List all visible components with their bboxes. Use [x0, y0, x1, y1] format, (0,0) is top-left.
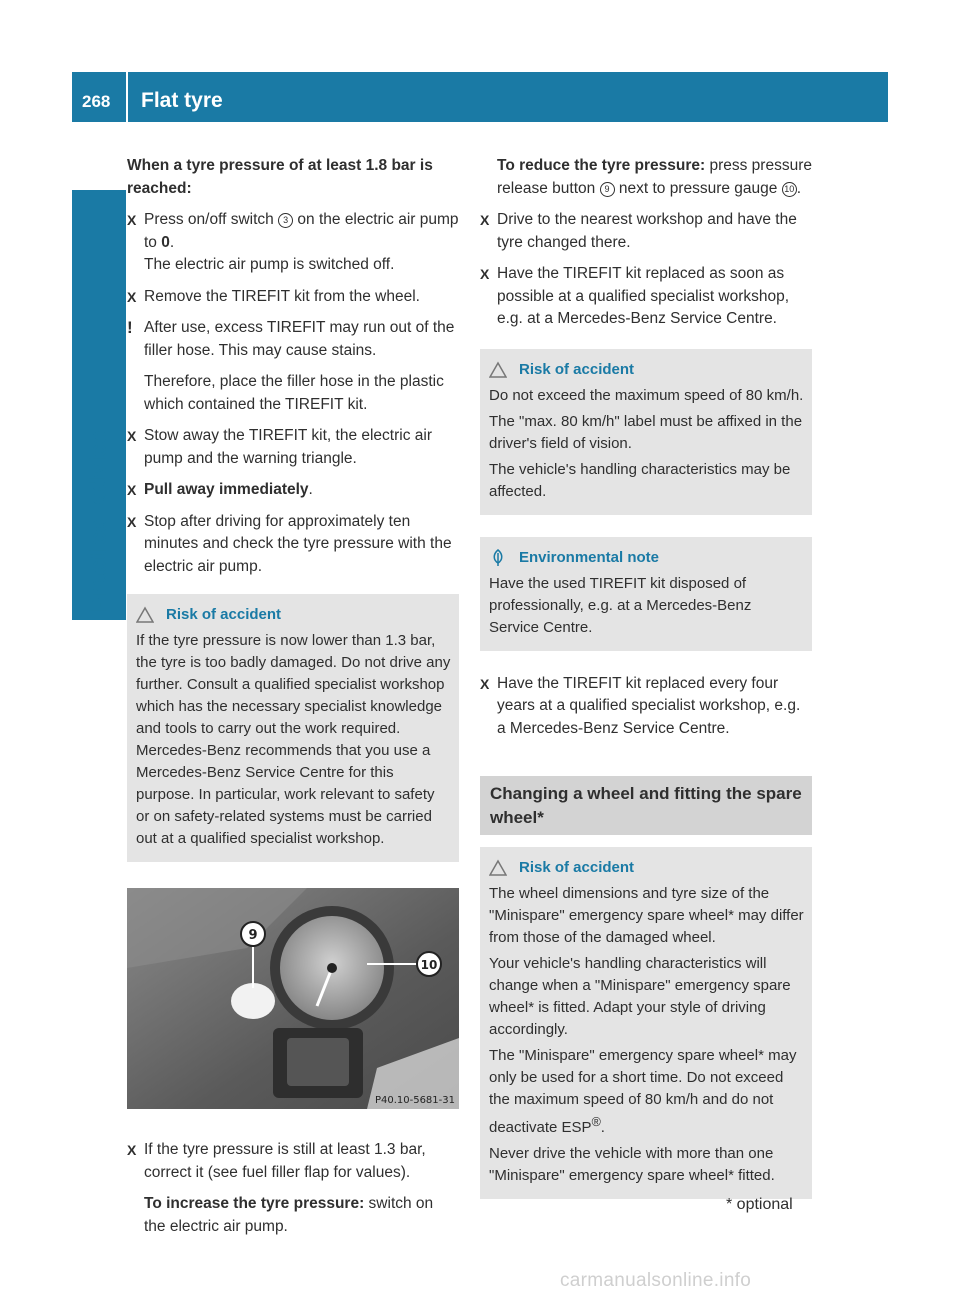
step-text: Pull away immediately — [144, 481, 309, 498]
warning-triangle-icon — [489, 361, 507, 379]
environment-note-title: Environmental note — [519, 548, 660, 566]
step-result: The electric air pump is switched off. — [144, 256, 395, 273]
step-arrow-icon: X — [127, 1142, 137, 1158]
section-heading: Changing a wheel and fitting the spare wheel* — [480, 776, 812, 835]
instruction-step — [127, 1139, 459, 1184]
pump-illustration — [127, 888, 459, 1109]
step-text: on the electric air pump to — [144, 211, 459, 251]
instruction-label: To reduce the tyre pressure: — [497, 157, 706, 174]
warning-box — [480, 349, 812, 515]
right-column — [480, 155, 812, 1217]
leaf-icon — [489, 549, 507, 567]
page-title: Flat tyre — [141, 89, 223, 112]
instruction-step — [127, 286, 459, 309]
environment-note-text: Have the used TIREFIT kit disposed of professionally, e.g. at a Mercedes-Benz Service Centre. — [489, 574, 752, 636]
environment-note-box — [480, 537, 812, 651]
step-text: Stop after driving for approximately ten minutes and check the tyre pressure with the electric air pump. — [144, 512, 452, 575]
figure-code: P40.10-5681-31 — [374, 1095, 455, 1106]
instruction-text: next to pressure gauge — [614, 179, 782, 197]
switch-position: 0 — [161, 233, 170, 251]
warning-text: The "max. 80 km/h" label must be affixed in the driver's field of vision. — [489, 412, 803, 452]
step-arrow-icon: X — [480, 266, 490, 282]
warning-title: Risk of accident — [519, 859, 635, 876]
page-number: 268 — [82, 92, 111, 111]
step-arrow-icon: X — [480, 212, 490, 228]
step-arrow-icon: X — [127, 288, 137, 305]
step-arrow-icon: X — [480, 675, 490, 692]
step-text: Stow away the TIREFIT kit, the electric air pump and the warning triangle. — [144, 427, 432, 467]
exclamation-icon: ! — [127, 318, 133, 337]
callout-9: 9 — [248, 928, 258, 943]
caution-note — [127, 317, 459, 416]
instruction-step — [480, 673, 812, 741]
warning-text — [489, 1045, 804, 1139]
callout-10: 10 — [420, 958, 438, 972]
step-text: Remove the TIREFIT kit from the wheel. — [144, 287, 420, 305]
left-column — [127, 155, 459, 1247]
note-text: After use, excess TIREFIT may run out of the filler hose. This may cause stains. — [144, 319, 455, 359]
watermark: carmanualsonline.info — [560, 1270, 752, 1291]
warning-text: Your vehicle's handling characteristics will change when a "Minispare" emergency spare wheel* is fitted. Adapt your style of driving accordingly. — [489, 955, 791, 1038]
instruction-step — [127, 209, 459, 277]
step-text: If the tyre pressure is still at least 1.3 bar, correct it (see fuel filler flap for values). — [144, 1141, 426, 1181]
pump-gauge-figure — [127, 888, 459, 1109]
callout-9: 9 — [600, 182, 615, 197]
warning-text: The vehicle's handling characteristics may be affected. — [489, 460, 791, 500]
callout-10: 10 — [782, 182, 797, 197]
warning-text: The wheel dimensions and tyre size of the "Minispare" emergency spare wheel* may differ from those of the damaged wheel. — [489, 885, 804, 946]
instruction-step — [127, 425, 459, 470]
warning-text: Never drive the vehicle with more than one "Minispare" emergency spare wheel* fitted. — [489, 1145, 775, 1184]
step-text: Have the TIREFIT kit replaced as soon as possible at a qualified specialist workshop, e.g. at a Mercedes-Benz Service Centre. — [497, 265, 790, 327]
step-text: . — [169, 233, 175, 251]
instruction-text: switch on the electric air pump. — [144, 1195, 434, 1235]
step-arrow-icon: X — [127, 513, 137, 530]
note-text: Therefore, place the filler hose in the plastic which contained the TIREFIT kit. — [144, 373, 444, 413]
instruction-step — [127, 511, 459, 579]
warning-text-part: The "Minispare" emergency spare wheel* may only be used for a short time. Do not exceed the maximum speed of 80 km/h and do not deactivate ESP — [489, 1047, 797, 1136]
step-arrow-icon: X — [127, 212, 137, 228]
warning-title: Risk of accident — [519, 360, 635, 378]
increase-instruction — [127, 1193, 459, 1238]
instruction-text: . — [796, 179, 802, 197]
warning-text: Do not exceed the maximum speed of 80 km/h. — [489, 386, 804, 404]
step-arrow-icon: X — [127, 428, 137, 444]
step-text: Have the TIREFIT kit replaced every four years at a qualified specialist workshop, e.g. a Mercedes-Benz Service Centre. — [497, 674, 801, 737]
step-text: . — [308, 481, 313, 498]
warning-text-part: . — [600, 1119, 605, 1136]
instruction-step — [127, 479, 459, 502]
step-text: Drive to the nearest workshop and have the tyre changed there. — [497, 211, 797, 251]
instruction-label: To increase the tyre pressure: — [144, 1195, 365, 1212]
instruction-text: press pressure release button — [497, 157, 812, 197]
step-arrow-icon: X — [127, 482, 137, 498]
step-text: Press on/off switch — [144, 211, 279, 228]
warning-title: Risk of accident — [166, 606, 282, 623]
registered-mark: ® — [591, 1115, 601, 1129]
warning-box — [480, 847, 812, 1199]
callout-3: 3 — [278, 213, 293, 228]
side-tab-label: Practical advice — [85, 430, 112, 612]
reduce-instruction — [480, 155, 812, 200]
instruction-step — [480, 209, 812, 254]
section-subheading: When a tyre pressure of at least 1.8 bar is reached: — [127, 157, 433, 197]
warning-triangle-icon — [489, 859, 507, 877]
warning-text: If the tyre pressure is now lower than 1.3 bar, the tyre is too badly damaged. Do not drive any further. Consult a qualified specialist workshop which has the necessary specialist knowledge and tools to carry out the work required. Mercedes-Benz recommends that you use a Mercedes-Benz Service Centre for this purpose. In particular, work relevant to safety or on safety-related systems must be carried out at a qualified specialist workshop. — [136, 632, 451, 847]
footer-optional-note: * optional — [726, 1196, 793, 1213]
warning-box — [127, 594, 459, 862]
instruction-step — [480, 263, 812, 331]
warning-triangle-icon — [136, 606, 154, 624]
header-divider — [126, 72, 128, 122]
